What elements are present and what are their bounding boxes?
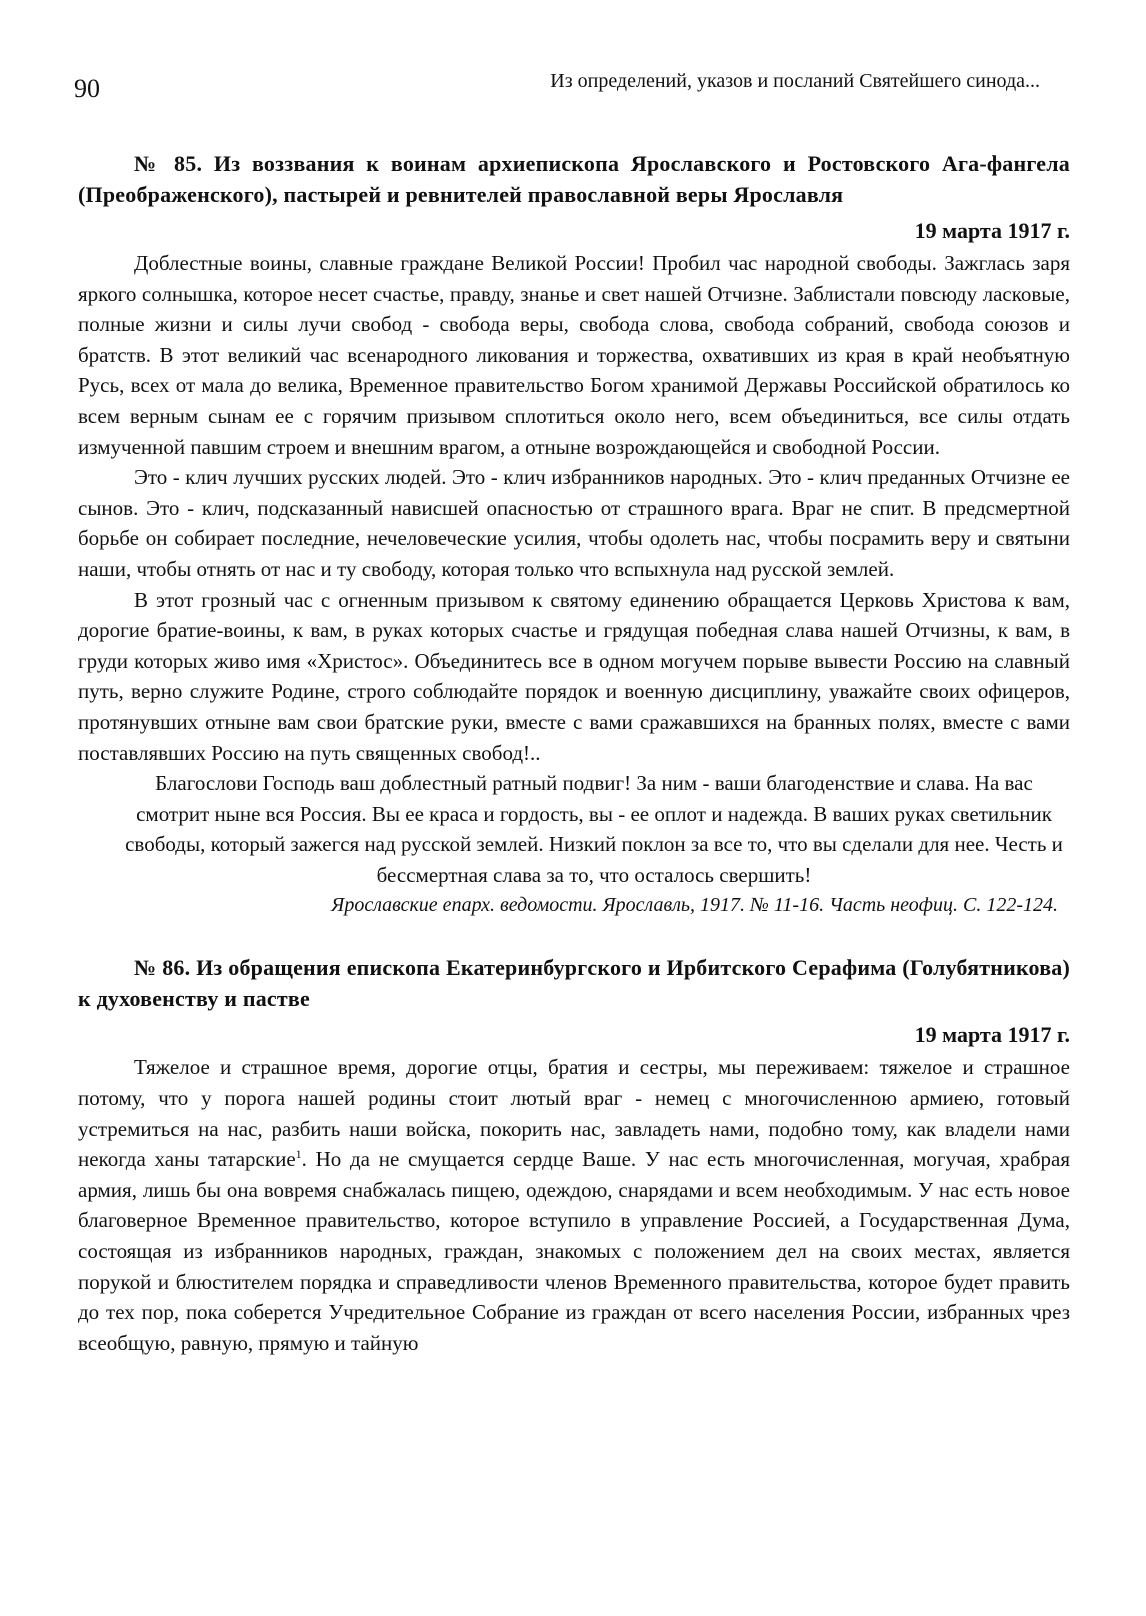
document-86-date: 19 марта 1917 г. xyxy=(914,1022,1070,1048)
document-85 xyxy=(78,148,1070,920)
document-86-title: № 86. Из обращения епископа Екатеринбургского и Ирбитского Серафима (Голубятникова) к духовенству и пастве xyxy=(78,955,1070,1012)
document-86-text-after-footnote: . Но да не смущается сердце Ваше. У нас есть многочисленная, могучая, храбрая армия, лишь бы она вовремя снабжалась пищею, одеждою, снарядами и всем необходимым. У нас есть новое благоверное Временное правительство, которое вступило в управление Россией, а Государственная Дума, состоящая из избранников народных, граждан, знакомых с положением дел на своих местах, является порукой и блюстителем порядка и справедливости членов Временного правительства, которое будет править до тех пор, пока соберется Учредительное Собрание из граждан от всего населения России, избранных чрез всеобщую, равную, прямую и тайную xyxy=(78,1147,1070,1355)
document-85-paragraph-2: Это - клич лучших русских людей. Это - клич избранников народных. Это - клич преданных Отчизне ее сынов. Это - клич, подсказанный нависшей опасностью от страшного врага. Враг не спит. В предсмертной борьбе он собирает последние, нечеловеческие усилия, чтобы одолеть нас, чтобы посрамить веру и святыни наши, чтобы отнять от нас и ту свободу, которая только что вспыхнула над русской землей. xyxy=(78,465,1070,581)
footnote-marker[interactable]: 1 xyxy=(295,1147,302,1162)
document-85-date: 19 марта 1917 г. xyxy=(914,218,1070,243)
document-85-paragraph-4: Благослови Господь ваш доблестный ратный подвиг! За ним - ваши благоденствие и слава. На вас смотрит ныне вся Россия. Вы ее краса и гордость, вы - ее оплот и надежда. В ваших руках светильник свободы, который зажегся над русской землей. Низкий поклон за все то, что вы сделали для нее. Честь и бессмертная слава за то, что осталось свершить! xyxy=(125,771,1063,887)
document-86 xyxy=(78,952,1070,1358)
page-content xyxy=(78,148,1070,1358)
document-86-paragraph-1 xyxy=(78,1052,1070,1358)
document-85-paragraph-1: Доблестные воины, славные граждане Великой России! Пробил час народной свободы. Зажглась заря яркого солнышка, которое несет счастье, правду, знанье и свет нашей Отчизне. Заблистали повсюду ласковые, полные жизни и силы лучи свобод - свобода веры, свобода слова, свобода собраний, свобода союзов и братств. В этот великий час всенародного ликования и торжества, охвативших из края в край необъятную Русь, всех от мала до велика, Временное правительство Богом хранимой Державы Российской обратилось ко всем верным сынам ее с горячим призывом сплотиться около него, всем объединиться, все силы отдать измученной павшим строем и внешним врагом, а отныне возрождающейся и свободной России. xyxy=(78,251,1070,459)
document-85-source: Ярославские епарх. ведомости. Ярославль, 1917. № 11-16. Часть неофиц. С. 122-124. xyxy=(331,894,1058,917)
document-85-title: № 85. Из воззвания к воинам архиепископа Ярославского и Ростовского Ага-фангела (Преображенского), пастырей и ревнителей православной веры Ярославля xyxy=(78,151,1070,207)
running-header: Из определений, указов и посланий Святейшего синода... xyxy=(550,70,1040,92)
document-86-text-before-footnote: Тяжелое и страшное время, дорогие отцы, братия и сестры, мы переживаем: тяжелое и страшное потому, что у порога нашей родины стоит лютый враг - немец с многочисленною армиею, готовый устремиться на нас, разбить наши войска, покорить нас, завладеть нами, подобно тому, как владели нами некогда ханы татарские xyxy=(78,1055,1070,1172)
page-number: 90 xyxy=(74,74,100,103)
document-85-paragraph-3: В этот грозный час с огненным призывом к святому единению обращается Церковь Христова к вам, дорогие братие-воины, к вам, в руках которых счастье и грядущая победная слава нашей Отчизны, к вам, в груди которых живо имя «Христос». Объединитесь все в одном могучем порыве вывести Россию на славный путь, верно служите Родине, строго соблюдайте порядок и военную дисциплину, уважайте своих офицеров, протянувших отныне вам свои братские руки, вместе с вами сражавшихся на бранных полях, вместе с вами поставлявших Россию на путь священных свобод!.. xyxy=(78,587,1070,765)
